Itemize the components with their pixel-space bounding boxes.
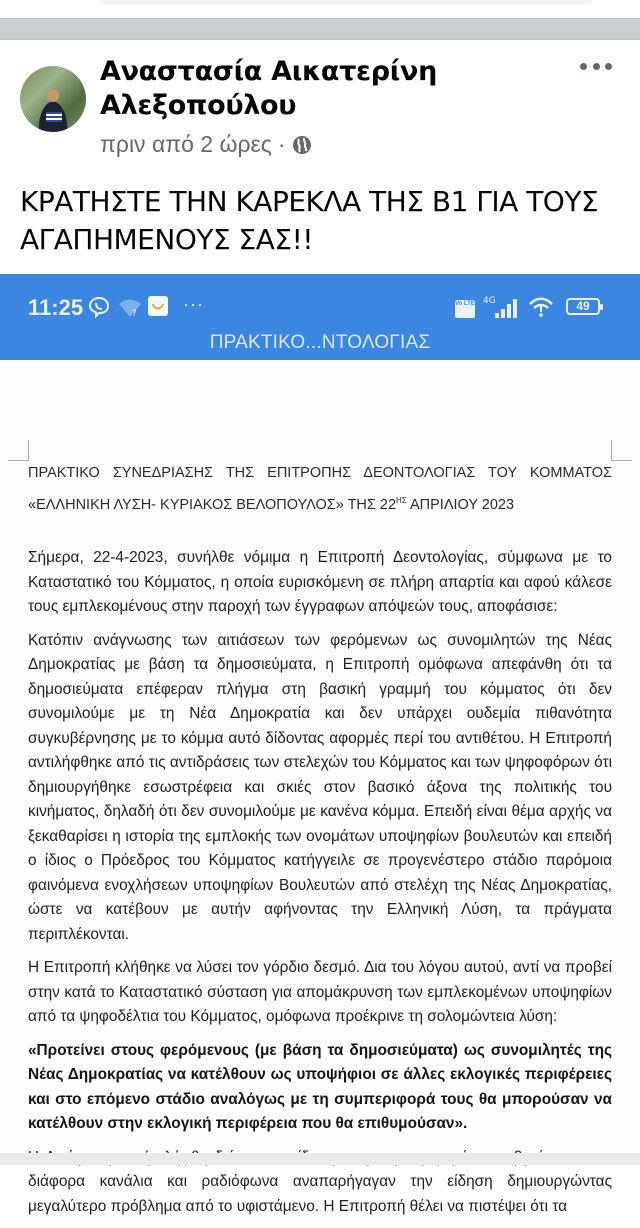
previous-card-edge (100, 0, 592, 3)
document-page (0, 360, 640, 1215)
heading-line-2 (28, 487, 612, 519)
document-paragraph: Σήμερα, 22-4-2023, συνήλθε νόμιμα η Επιτροπή Δεοντολογίας, σύμφωνα με το Καταστατικό του Κόμματος, η οποία ευρισκόμενη σε πλήρη απαρτία και αφού κάλεσε τους εμπλεκομένους στην παροχή των έγγραφων απόψεών τους, αποφάσισε: (28, 549, 612, 615)
post-header (0, 39, 640, 169)
viber-icon (88, 296, 110, 318)
document-heading (28, 460, 612, 519)
post-more-button[interactable] (580, 58, 612, 74)
bottom-edge (0, 1153, 640, 1165)
wifi-icon (528, 296, 554, 318)
post-meta (100, 131, 312, 158)
globe-icon[interactable] (292, 135, 312, 155)
feed-divider (0, 18, 640, 40)
document-paragraph: διάφορα κανάλια και ραδιόφωνα αναπαρήγαγαν την είδηση δημιουργώντας μεγαλύτερο πρόβλημα από το υφιστάμενο. Η Επιτροπή θέλει να πιστέψει ότι τα (28, 1173, 612, 1215)
heading-line-2-date: ΑΠΡΙΛΙΟΥ 2023 (406, 496, 515, 513)
post-time[interactable]: πριν από 2 ώρες (100, 131, 272, 157)
more-dot-icon (593, 63, 600, 70)
shop-icon (148, 296, 168, 316)
heading-superscript: ΗΣ (396, 496, 407, 505)
author-avatar[interactable] (20, 66, 86, 132)
4g-signal-icon (483, 294, 521, 320)
page-corner-mark (611, 440, 632, 461)
document-paragraph: Κατόπιν ανάγνωσης των αιτιάσεων των φερόμενων ως συνομιλητών της Νέας Δημοκρατίας με βάση τα δημοσιεύματα, η Επιτροπή ομόφωνα απεφάνθη ότι τα δημοσιεύματα επέφεραν πλήγμα στη βασική γραμμή του κόμματος ότι δεν συνομιλούμε με τη Νέα Δημοκρατία και δεν υπάρχει ουδεμία πιθανότητα συγκυβέρνησης με το κόμμα αυτό δίδοντας αφορμές περί του αντιθέτου. Η Επιτροπή αντιλήφθηκε από τις αντιδράσεις των στελεχών του Κόμματος και των ψηφοφόρων ότι δημιουργήθηκε εσωστρέφεια και σκιές στον βασικό άξονα της πολιτικής του κινήματος, δηλαδή ότι δεν συνομιλούμε με κανένα κόμμα. Επειδή είναι θέμα αρχής να ξεκαθαρίσει η ιστορία της εμπλοκής των ονομάτων υποψηφίων βουλευτών και επειδή ο ίδιος ο Πρόεδρος του Κόμματος κατήγγειλε σε προγενέστερο στάδιο παρόμοια φαινόμενα ενοχλήσεων υποψηφίων Βουλευτών από στελέχη της Νέας Δημοκρατίας, ώστε να κατέβουν με αυτήν αφήνοντας την Ελληνική Λύση, τα πράγματα περιπλέκονται. (28, 631, 612, 943)
status-time: 11:25 (28, 295, 84, 320)
author-name[interactable]: Αναστασία Αικατερίνη Αλεξοπούλου (100, 56, 438, 121)
meta-separator: · (277, 131, 286, 157)
flag-icon (46, 112, 62, 122)
attached-screenshot[interactable] (0, 274, 640, 1215)
document-paragraph: Η Επιτροπή κλήθηκε να λύσει τον γόρδιο δεσμό. Δια του λόγου αυτού, αντί να προβεί στην κατά το Καταστατικό σύσταση για απομάκρυνση των εμπλεκομένων υποψηφίων από τα ψηφοδέλτια του Κόμματος, ομόφωνα προέκρινε τη σολομώντεια λύση: (28, 959, 612, 1025)
document-quote-paragraph: «Προτείνει στους φερόμενους (με βάση τα δημοσιεύματα) ως συνομιλητές της Νέας Δημοκρατίας να κατέλθουν ως υποψήφιοι σε άλλες εκλογικές περιφέρειες και στο επόμενο στάδιο αναλόγως με τη συμπεριφορά τους θα μπορούσαν να κατέλθουν στην εκλογική περιφέρεια που θα επιθυμούσαν». (28, 1041, 612, 1132)
phone-status-bar (0, 274, 640, 360)
more-dot-icon (605, 63, 612, 70)
svg-text:?: ? (132, 309, 137, 319)
more-dot-icon (580, 63, 587, 70)
wifi-question-icon (118, 298, 142, 318)
volte-icon: Vo LTE (455, 300, 475, 318)
page-corner-mark (8, 440, 29, 461)
heading-line-1: ΠΡΑΚΤΙΚΟ ΣΥΝΕΔΡΙΑΣΗΣ ΤΗΣ ΕΠΙΤΡΟΠΗΣ ΔΕΟΝΤΟΛΟΓΙΑΣ ΤΟΥ ΚΟΜΜΑΤΟΣ (28, 465, 612, 481)
svg-text:4G: 4G (483, 296, 496, 306)
document-body (28, 546, 612, 1228)
more-dots-icon: ··· (183, 294, 204, 314)
heading-line-2-text: «ΕΛΛΗΝΙΚΗ ΛΥΣΗ- ΚΥΡΙΑΚΟΣ ΒΕΛΟΠΟΥΛΟΣ» ΤΗΣ 22 (28, 496, 397, 513)
battery-icon: 49 (566, 298, 600, 315)
post-text: ΚΡΑΤΗΣΤΕ ΤΗΝ ΚΑΡΕΚΛΑ ΤΗΣ Β1 ΓΙΑ ΤΟΥΣ ΑΓΑΠΗΜΕΝΟΥΣ ΣΑΣ!! (20, 185, 599, 256)
document-title: ΠΡΑΚΤΙΚΟ...ΝΤΟΛΟΓΙΑΣ (209, 332, 431, 353)
